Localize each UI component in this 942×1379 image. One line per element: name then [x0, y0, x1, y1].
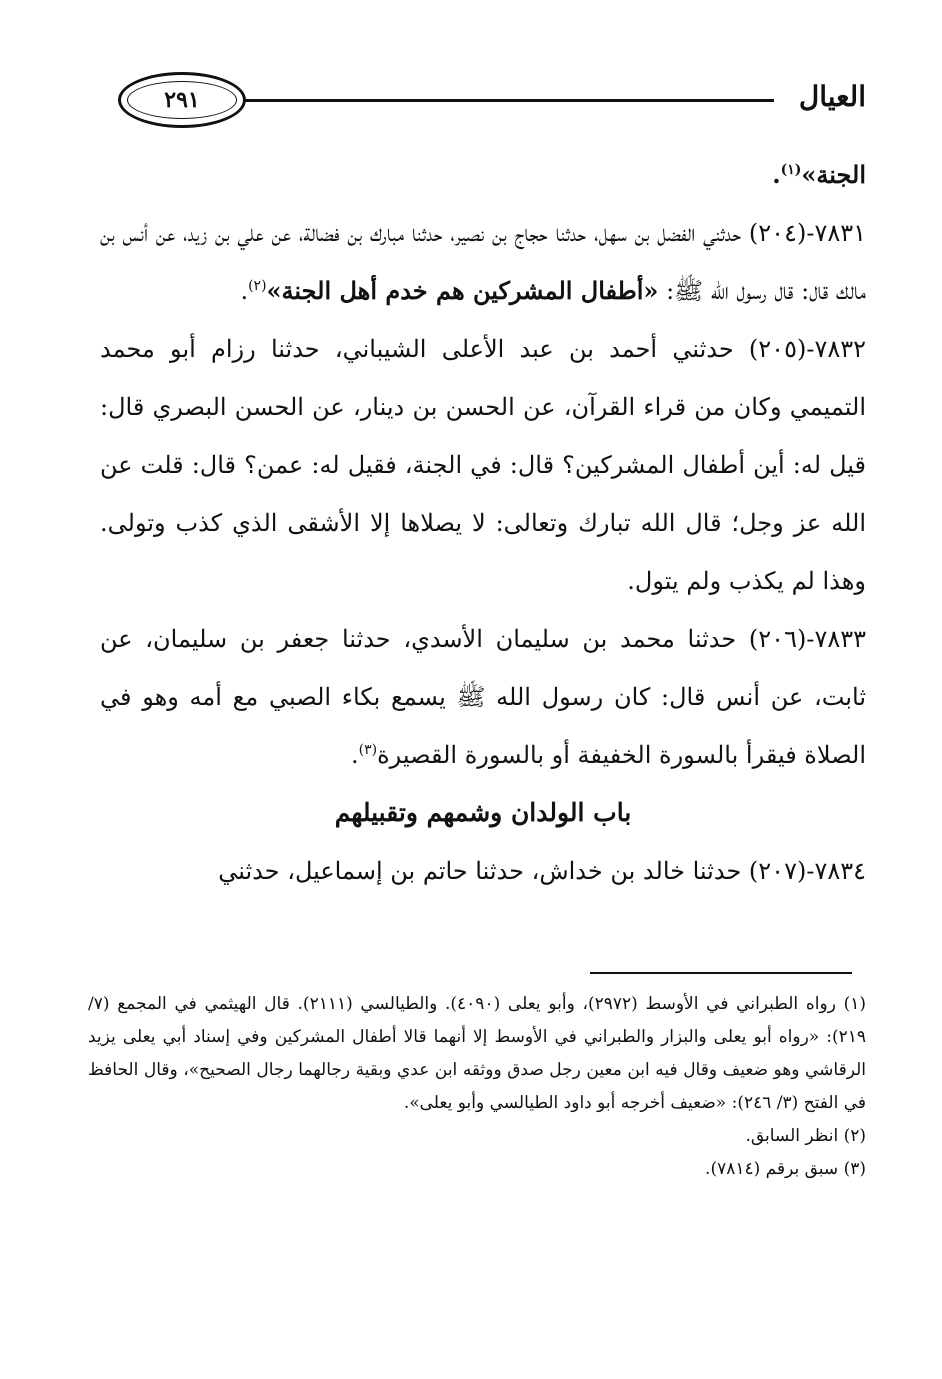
footnote-ref-3: (٣): [358, 742, 378, 758]
hadith-7831-quote: «أطفال المشركين هم خدم أهل الجنة»: [266, 276, 659, 305]
footnote-ref-1: (١): [780, 162, 802, 178]
running-title: العيال: [798, 80, 866, 113]
carryover-line: الجنة»$^{(١)}$.: [772, 160, 866, 189]
footnote-3: (٣) سبق برقم (٧٨١٤).: [705, 1159, 866, 1179]
hadith-7833-text: ٧٨٣٣-(٢٠٦) حدثنا محمد بن سليمان الأسدي، حدثنا جعفر بن سليمان، عن ثابت، عن أنس قال: كان رسول الله ﷺ يسمع بكاء الصبي مع أمه وهو في الصلاة فيقرأ بالسورة الخفيفة أو بالسورة القصيرة: [100, 625, 866, 769]
running-header: [118, 72, 866, 130]
footnote-separator: [590, 972, 852, 974]
carryover-text: الجنة»: [801, 160, 866, 189]
main-text: [100, 146, 866, 900]
page-number: ٢٩١: [127, 81, 237, 119]
hadith-7831: ٧٨٣١-(٢٠٤) حدثني الفضل بن سهل، حدثنا حجاج بن نصير، حدثنا مبارك بن فضالة، عن علي بن زيد، عن أنس بن مالك قال: قال رسول الله ﷺ: «أطفال المشركين هم خدم أهل الجنة»$^{(٢)}$.: [100, 219, 866, 305]
footnotes: [88, 988, 866, 1186]
footnote-2: (٢) انظر السابق.: [745, 1126, 866, 1146]
page-number-oval: [118, 72, 246, 128]
footnote-1: (١) رواه الطبراني في الأوسط (٢٩٧٢)، وأبو يعلى (٤٠٩٠). والطيالسي (٢١١١). قال الهيثمي في المجمع (٧/ ٢١٩): «رواه أبو يعلى والبزار والطبراني في الأوسط إلا أنهما قالا أطفال المشركين وفي إسناد أبي يعلى يزيد الرقاشي وهو ضعيف وقال فيه ابن معين رجل صدق ووثقه ابن عدي وبقية رجالهما رجال الصحيح»، وقال الحافظ في الفتح (٣/ ٢٤٦): «ضعيف أخرجه أبو داود الطيالسي وأبو يعلى».: [88, 994, 867, 1113]
hadith-7832: ٧٨٣٢-(٢٠٥) حدثني أحمد بن عبد الأعلى الشيباني، حدثنا رزام أبو محمد التميمي وكان من قراء القرآن، عن الحسن بن دينار، عن الحسن البصري قال: قيل له: أين أطفال المشركين؟ قال: في الجنة، فقيل له: عمن؟ قال: قلت عن الله عز وجل؛ قال الله تبارك وتعالى: لا يصلاها إلا الأشقى الذي كذب وتولى. وهذا لم يكذب ولم يتول.: [100, 335, 866, 595]
hadith-7834: ٧٨٣٤-(٢٠٧) حدثنا خالد بن خداش، حدثنا حاتم بن إسماعيل، حدثني: [218, 857, 866, 885]
footnote-ref-2: (٢): [248, 278, 267, 294]
section-heading: باب الولدان وشمهم وتقبيلهم: [334, 798, 632, 827]
hadith-7833: ٧٨٣٣-(٢٠٦) حدثنا محمد بن سليمان الأسدي، حدثنا جعفر بن سليمان، عن ثابت، عن أنس قال: كان رسول الله ﷺ يسمع بكاء الصبي مع أمه وهو في الصلاة فيقرأ بالسورة الخفيفة أو بالسورة القصيرة$^{(٣)}$.: [100, 625, 866, 769]
hadith-7831-text: ٧٨٣١-(٢٠٤) حدثني الفضل بن سهل، حدثنا حجاج بن نصير، حدثنا مبارك بن فضالة، عن علي بن زيد، عن أنس بن مالك قال: قال رسول الله ﷺ:: [100, 219, 866, 305]
header-rule: [244, 99, 774, 102]
